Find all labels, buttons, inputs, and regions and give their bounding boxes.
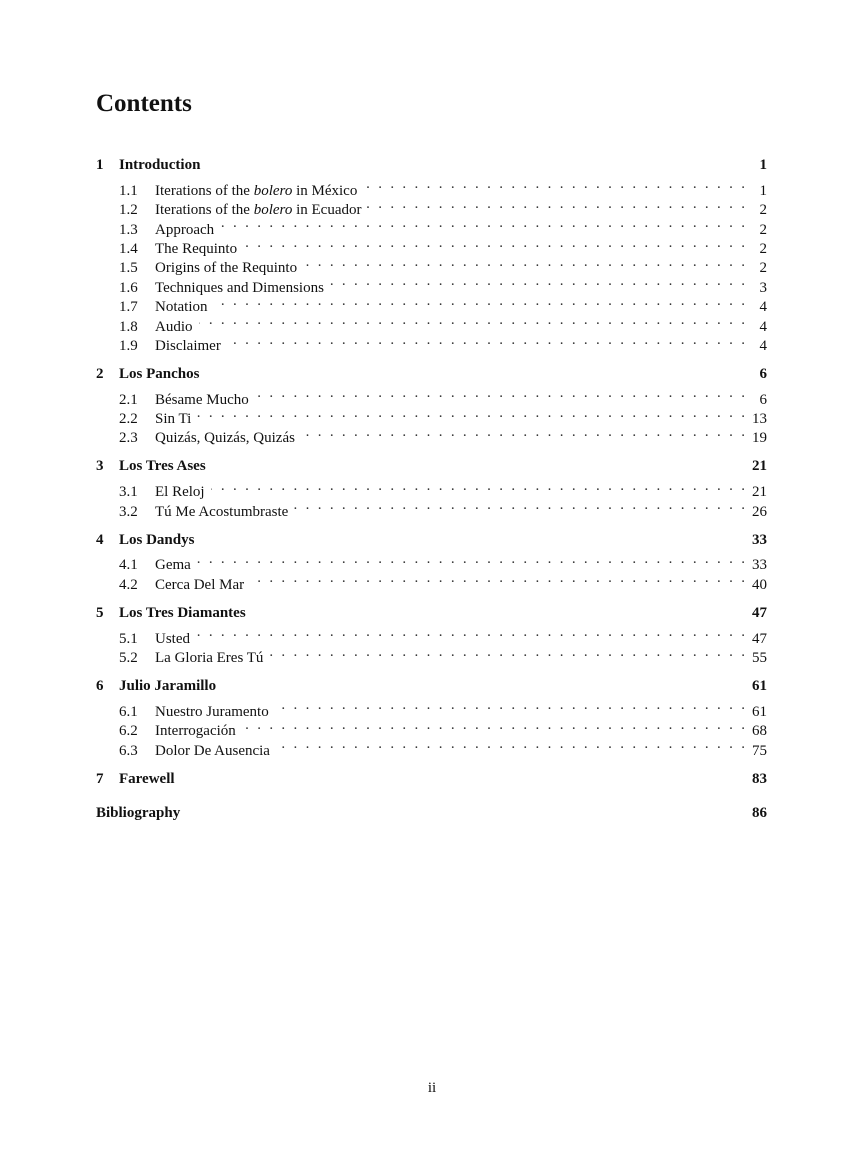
section-number: 1.7 [119, 299, 138, 316]
section-title-emphasis: bolero [253, 182, 293, 199]
section-page: 40 [752, 576, 767, 593]
toc-chapter-entry[interactable] [96, 365, 767, 384]
chapter-title: Los Tres Diamantes [119, 604, 246, 621]
section-title [155, 221, 214, 240]
section-page: 6 [759, 391, 767, 408]
section-title-text: Nuestro Juramento [155, 703, 269, 720]
section-title-text: Techniques and Dimensions [155, 279, 324, 296]
bibliography-entry[interactable] [96, 804, 767, 823]
toc-section-entry[interactable] [96, 643, 767, 666]
section-page: 21 [752, 484, 767, 501]
section-title [155, 630, 190, 649]
section-title [155, 742, 270, 761]
dot-leader [250, 569, 745, 588]
section-title-emphasis: bolero [253, 202, 293, 219]
toc-section-entry[interactable] [96, 423, 767, 447]
section-title [155, 556, 191, 575]
chapter-page: 21 [752, 458, 767, 475]
section-title [155, 576, 244, 595]
section-page: 4 [759, 337, 767, 354]
section-number: 1.5 [119, 260, 138, 277]
section-number: 4.1 [119, 557, 138, 574]
toc-chapter-entry[interactable] [96, 156, 767, 175]
bibliography-title: Bibliography [96, 804, 181, 821]
toc-section-entry[interactable] [96, 696, 767, 720]
chapter-list [96, 156, 767, 789]
chapter-number: 6 [96, 677, 104, 694]
chapter-page: 1 [759, 157, 767, 173]
chapter-number: 3 [96, 458, 104, 475]
chapter-page: 83 [752, 770, 767, 787]
chapter-number: 1 [96, 157, 104, 173]
contents-heading: Contents [96, 90, 192, 117]
section-page: 2 [759, 202, 767, 219]
section-title-suffix: in México [292, 182, 358, 199]
dot-leader [227, 331, 745, 350]
section-page: 33 [752, 557, 767, 574]
toc-section-entry[interactable] [96, 550, 767, 574]
dot-leader [197, 550, 745, 569]
section-page: 3 [759, 279, 767, 296]
chapter-title: Julio Jaramillo [119, 677, 217, 694]
toc-chapter-entry[interactable] [96, 457, 767, 476]
section-page: 26 [752, 503, 767, 520]
section-title-text: La Gloria Eres Tú [155, 650, 264, 666]
section-number: 3.2 [119, 503, 138, 520]
section-number: 6.1 [119, 703, 138, 720]
chapter-page: 33 [752, 531, 767, 548]
dot-leader [214, 292, 746, 311]
section-number: 5.1 [119, 630, 138, 647]
chapter-page: 61 [752, 677, 767, 694]
section-title [155, 483, 205, 502]
section-page: 55 [752, 650, 767, 666]
section-title [155, 337, 221, 356]
toc-chapter-entry[interactable] [96, 531, 767, 550]
section-number: 2.1 [119, 391, 138, 408]
section-number: 6.3 [119, 742, 138, 759]
section-page: 19 [752, 430, 767, 447]
section-title-text: Interrogación [155, 723, 236, 740]
dot-leader [276, 735, 745, 754]
section-page: 4 [759, 299, 767, 316]
section-title-text: Disclaimer [155, 337, 221, 354]
section-title [155, 182, 357, 201]
toc-page [96, 88, 767, 838]
dot-leader [363, 175, 745, 194]
section-number: 5.2 [119, 650, 138, 666]
toc-section-entry[interactable] [96, 175, 767, 199]
dot-leader [220, 214, 745, 233]
chapter-block [96, 156, 767, 354]
section-number: 1.8 [119, 318, 138, 335]
bibliography-page: 86 [752, 804, 767, 821]
dot-leader [269, 643, 745, 662]
section-title [155, 649, 263, 668]
chapter-title: Introduction [119, 157, 201, 173]
section-title-text: Dolor De Ausencia [155, 742, 270, 759]
section-title-text: Usted [155, 630, 190, 647]
section-number: 6.2 [119, 723, 138, 740]
chapter-title: Los Dandys [119, 531, 195, 548]
section-number: 1.9 [119, 337, 138, 354]
section-page: 2 [759, 240, 767, 257]
toc-chapter-entry[interactable] [96, 770, 767, 789]
section-title-text: Tú Me Acostumbraste [155, 503, 289, 520]
section-page: 1 [759, 182, 767, 199]
table-of-contents [96, 156, 767, 823]
section-number: 3.1 [119, 484, 138, 501]
section-title-text: Notation [155, 299, 208, 316]
section-title-text: Audio [155, 318, 193, 335]
section-number: 2.2 [119, 411, 138, 428]
section-title-text: El Reloj [155, 484, 205, 501]
section-title-text: Cerca Del Mar [155, 576, 245, 593]
dot-leader [301, 423, 745, 442]
dot-leader [367, 195, 745, 214]
toc-section-entry[interactable] [96, 404, 767, 428]
chapter-title: Los Panchos [119, 365, 200, 382]
section-title-text: Origins of the Requinto [155, 260, 298, 277]
toc-section-entry[interactable] [96, 384, 767, 408]
dot-leader [211, 477, 745, 496]
chapter-block [96, 457, 767, 520]
dot-leader [242, 716, 745, 735]
dot-leader [255, 384, 745, 403]
toc-section-entry[interactable] [96, 331, 767, 354]
dot-leader [197, 404, 745, 423]
section-title [155, 259, 297, 278]
section-title [155, 318, 193, 337]
section-title-suffix: in Ecuador [292, 202, 362, 219]
section-number: 1.1 [119, 182, 138, 199]
section-title-text: Quizás, Quizás, Quizás [155, 430, 295, 447]
chapter-page: 6 [759, 365, 767, 382]
section-number: 2.3 [119, 430, 138, 447]
chapter-block [96, 770, 767, 789]
chapter-number: 5 [96, 604, 104, 621]
section-page: 68 [752, 723, 767, 740]
toc-section-entry[interactable] [96, 569, 767, 593]
section-title [155, 410, 191, 429]
dot-leader [243, 234, 745, 253]
chapter-block [96, 531, 767, 593]
dot-leader [275, 696, 745, 715]
toc-section-entry[interactable] [96, 623, 767, 647]
chapter-title: Farewell [119, 770, 175, 787]
section-title [155, 429, 295, 448]
toc-chapter-entry[interactable] [96, 677, 767, 696]
dot-leader [294, 496, 745, 515]
section-title-text: Iterations of the [155, 182, 254, 199]
section-title-text: Iterations of the [155, 202, 254, 219]
section-number: 4.2 [119, 576, 138, 593]
section-number: 1.6 [119, 279, 138, 296]
section-number: 1.2 [119, 202, 138, 219]
section-page: 13 [752, 411, 767, 428]
section-title [155, 240, 237, 259]
dot-leader [199, 311, 746, 330]
section-title [155, 503, 288, 522]
section-title [155, 722, 236, 741]
section-page: 47 [752, 630, 767, 647]
section-title-text: The Requinto [155, 240, 238, 257]
toc-chapter-entry[interactable] [96, 604, 767, 623]
chapter-block [96, 365, 767, 447]
chapter-block [96, 604, 767, 666]
toc-section-entry[interactable] [96, 477, 767, 501]
section-title-text: Sin Ti [155, 411, 192, 428]
dot-leader [196, 623, 745, 642]
chapter-block [96, 677, 767, 759]
section-title-text: Gema [155, 557, 191, 574]
section-number: 1.3 [119, 221, 138, 238]
chapter-number: 2 [96, 365, 104, 382]
section-title-text: Bésame Mucho [155, 391, 249, 408]
chapter-page: 47 [752, 604, 767, 621]
section-page: 61 [752, 703, 767, 720]
section-number: 1.4 [119, 240, 138, 257]
section-page: 2 [759, 221, 767, 238]
chapter-title: Los Tres Ases [119, 458, 206, 475]
dot-leader [330, 272, 745, 291]
chapter-number: 4 [96, 531, 104, 548]
section-page: 4 [759, 318, 767, 335]
section-title-text: Approach [155, 221, 215, 238]
page-folio: ii [427, 1080, 437, 1096]
section-page: 2 [759, 260, 767, 277]
dot-leader [303, 253, 745, 272]
section-page: 75 [752, 742, 767, 759]
chapter-number: 7 [96, 770, 104, 787]
